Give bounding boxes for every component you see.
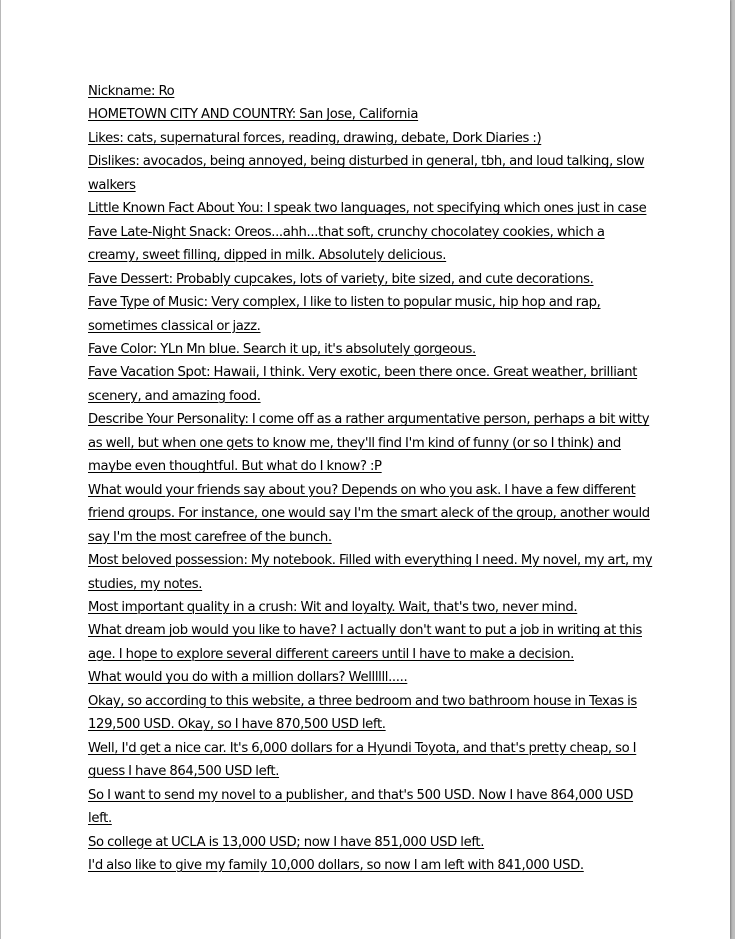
paragraph-dessert: Fave Dessert: Probably cupcakes, lots of variety, bite sized, and cute decorations. <box>88 271 594 287</box>
paragraph-vacation-spot: Fave Vacation Spot: Hawaii, I think. Very exotic, been there once. Great weather, brilliant scenery, and amazing food. <box>88 365 638 404</box>
paragraph-hometown: HOMETOWN CITY AND COUNTRY: San Jose, California <box>88 107 419 123</box>
paragraph-late-night-snack: Fave Late-Night Snack: Oreos...ahh...that soft, crunchy chocolatey cookies, which a creamy, sweet filling, dipped in milk. Absolutely delicious. <box>88 224 605 264</box>
paragraph-family: I'd also like to give my family 10,000 dollars, so now I am left with 841,000 USD. <box>88 857 584 873</box>
paragraph-car: Well, I'd get a nice car. It's 6,000 dollars for a Hyundi Toyota, and that's pretty cheap, so I guess I have 864,500 USD left. <box>88 740 637 780</box>
paragraph-million-dollars: What would you do with a million dollars? Wellllll..... <box>88 670 408 686</box>
paragraph-crush-quality: Most important quality in a crush: Wit and loyalty. Wait, that's two, never mind. <box>88 599 578 615</box>
document-page <box>1 0 730 939</box>
paragraph-publisher: So I want to send my novel to a publisher, and that's 500 USD. Now I have 864,000 USD left. <box>88 787 634 827</box>
paragraph-color: Fave Color: YLn Mn blue. Search it up, it's absolutely gorgeous. <box>88 341 476 357</box>
paragraph-music: Fave Type of Music: Very complex, I like to listen to popular music, hip hop and rap, sometimes classical or jazz. <box>88 295 601 334</box>
paragraph-personality: Describe Your Personality: I come off as a rather argumentative person, perhaps a bit witty as well, but when one gets to know me, they'll find I'm kind of funny (or so I think) and maybe even thoughtful. But what do I know? :P <box>88 412 650 475</box>
paragraph-dream-job: What dream job would you like to have? I actually don't want to put a job in writing at this age. I hope to explore several different careers until I have to make a decision. <box>88 623 642 662</box>
paragraph-dislikes: Dislikes: avocados, being annoyed, being disturbed in general, tbh, and loud talking, slow walkers <box>88 154 645 193</box>
paragraph-likes: Likes: cats, supernatural forces, reading, drawing, debate, Dork Diaries :) <box>88 130 542 146</box>
paragraph-house: Okay, so according to this website, a three bedroom and two bathroom house in Texas is 129,500 USD. Okay, so I have 870,500 USD left. <box>88 693 637 733</box>
paragraph-college: So college at UCLA is 13,000 USD; now I have 851,000 USD left. <box>88 834 485 850</box>
document-body <box>88 80 653 877</box>
paragraph-friends-say: What would your friends say about you? Depends on who you ask. I have a few different friend groups. For instance, one would say I'm the smart aleck of the group, another would say I'm the most carefree of the bunch. <box>88 482 650 545</box>
paragraph-nickname: Nickname: Ro <box>88 84 175 99</box>
paragraph-possession: Most beloved possession: My notebook. Filled with everything I need. My novel, my art, my studies, my notes. <box>88 553 653 592</box>
paragraph-little-known-fact: Little Known Fact About You: I speak two languages, not specifying which ones just in case <box>88 201 647 217</box>
